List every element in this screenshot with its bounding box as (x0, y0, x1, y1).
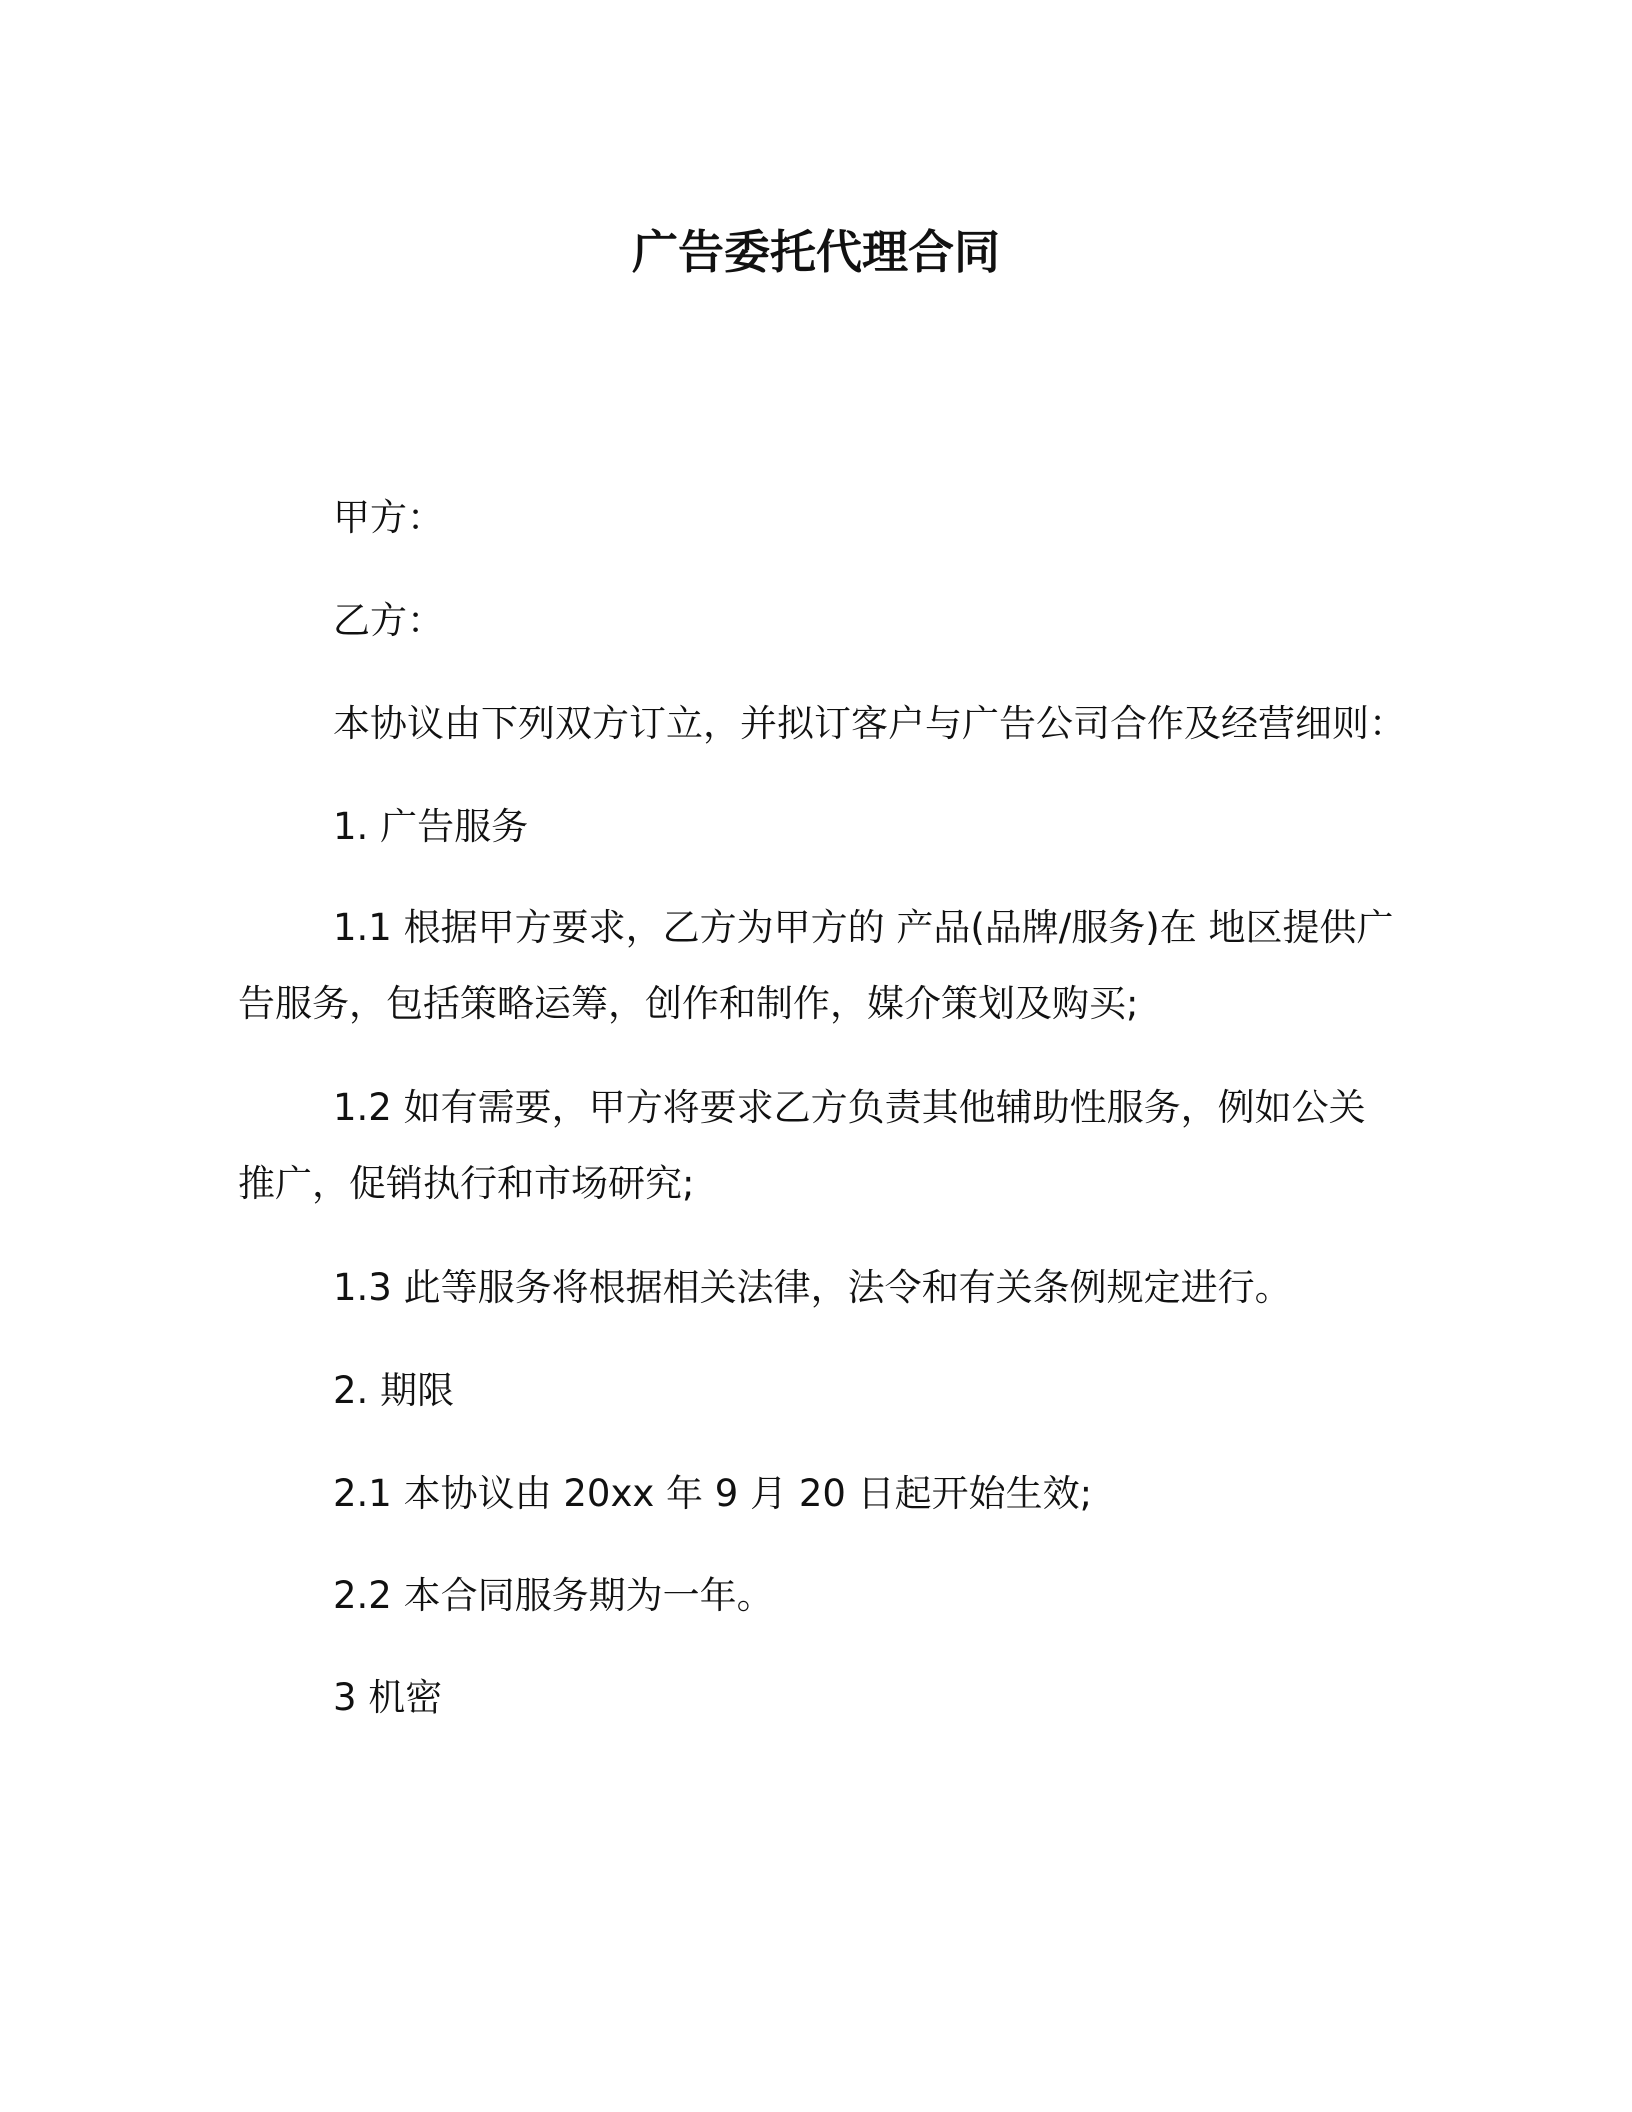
section-3-heading: 3 机密 (333, 1676, 443, 1719)
clause-1-1-line-1: 1.1 根据甲方要求，乙方为甲方的 产品(品牌/服务)在 地区提供广 (333, 906, 1394, 949)
clause-2-1: 2.1 本协议由 20xx 年 9 月 20 日起开始生效; (333, 1472, 1093, 1515)
clause-1-1-line-2: 告服务，包括策略运筹，创作和制作，媒介策划及购买; (238, 982, 1139, 1025)
party-b-line: 乙方： (333, 599, 444, 642)
clause-2-2: 2.2 本合同服务期为一年。 (333, 1574, 774, 1617)
clause-1-2-line-2: 推广，促销执行和市场研究; (238, 1162, 695, 1205)
document-title: 广告委托代理合同 (632, 225, 1000, 279)
section-1-heading: 1. 广告服务 (333, 805, 529, 848)
clause-1-2-line-1: 1.2 如有需要，甲方将要求乙方负责其他辅助性服务，例如公关 (333, 1086, 1366, 1129)
party-a-line: 甲方： (333, 496, 444, 539)
intro-paragraph: 本协议由下列双方订立，并拟订客户与广告公司合作及经营细则： (333, 702, 1406, 745)
clause-1-3: 1.3 此等服务将根据相关法律，法令和有关条例规定进行。 (333, 1266, 1292, 1309)
section-2-heading: 2. 期限 (333, 1369, 455, 1412)
